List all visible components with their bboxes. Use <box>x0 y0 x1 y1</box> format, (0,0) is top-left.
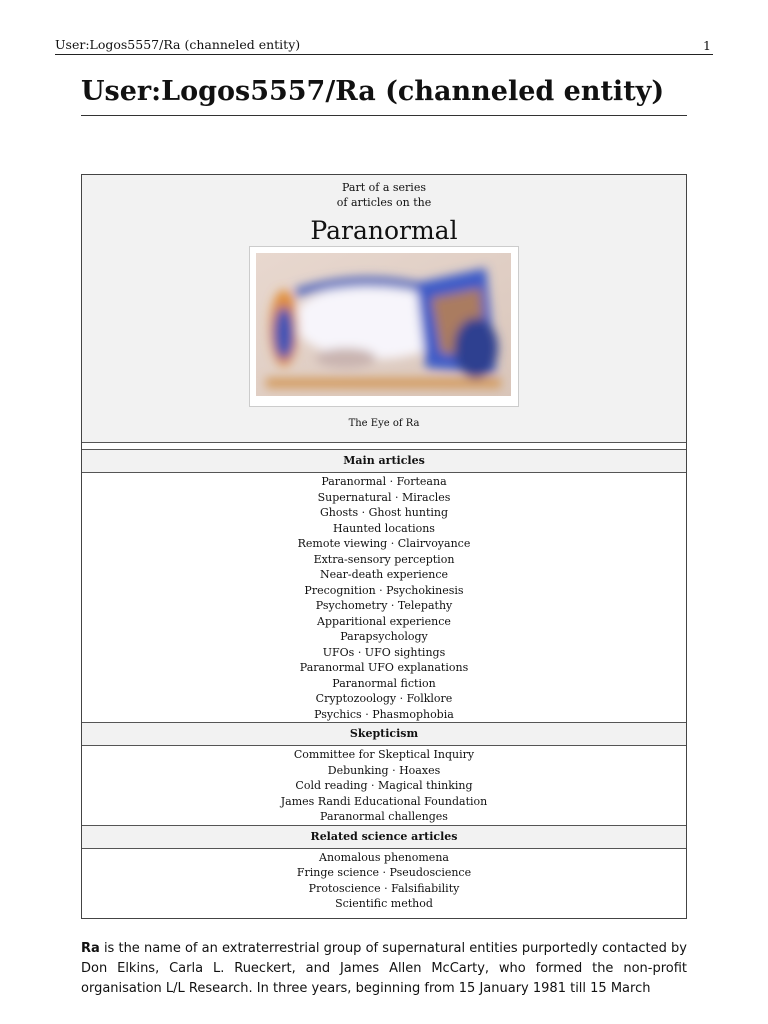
list-item[interactable]: Parapsychology <box>340 630 428 643</box>
list-item[interactable]: Paranormal challenges <box>320 810 448 823</box>
list-item[interactable]: Protoscience · Falsifiability <box>308 881 460 895</box>
lead-text: is the name of an extraterrestrial group of supernatural entities purportedly contacted by Don Elkins, Carla L. Rueckert, and James Allen McCarty, who formed the non-profit organisation L/L Research. In three years, beginning from 15 January 1981 till 15 March <box>81 941 687 996</box>
section-list-main-articles <box>82 473 686 723</box>
running-header-title: User:Logos5557/Ra (channeled entity) <box>55 37 301 52</box>
list-item[interactable]: Ghosts · Ghost hunting <box>319 506 449 519</box>
series-label <box>82 180 686 210</box>
paranormal-series-infobox <box>81 174 687 919</box>
series-line-2: of articles on the <box>336 196 432 209</box>
running-header <box>55 36 713 55</box>
eye-of-ra-image[interactable] <box>256 253 511 396</box>
list-item[interactable]: Apparitional experience <box>317 614 451 628</box>
list-item[interactable]: Extra-sensory perception <box>313 552 455 566</box>
list-item[interactable]: Scientific method <box>335 897 433 910</box>
section-heading-related-science: Related science articles <box>82 826 686 849</box>
list-item[interactable]: James Randi Educational Foundation <box>280 794 488 808</box>
list-item[interactable]: Psychometry · Telepathy <box>315 599 453 612</box>
list-item[interactable]: Remote viewing · Clairvoyance <box>297 537 471 550</box>
list-item[interactable]: UFOs · UFO sightings <box>322 645 446 659</box>
page-number: 1 <box>703 38 711 53</box>
list-item[interactable]: Near-death experience <box>319 568 449 581</box>
infobox-topic[interactable]: Paranormal <box>310 216 458 245</box>
list-item[interactable]: Anomalous phenomena <box>319 850 449 864</box>
image-caption: The Eye of Ra <box>348 418 420 429</box>
list-item[interactable]: Precognition · Psychokinesis <box>304 583 464 597</box>
list-item[interactable]: Cryptozoology · Folklore <box>315 692 453 705</box>
lead-bold-term: Ra <box>81 941 100 956</box>
list-item[interactable]: Haunted locations <box>333 521 435 535</box>
list-item[interactable]: Psychics · Phasmophobia <box>314 707 454 721</box>
section-list-skepticism <box>82 746 686 826</box>
list-item[interactable]: Paranormal UFO explanations <box>299 661 469 674</box>
infobox-header <box>82 175 686 443</box>
section-list-related-science <box>82 849 686 918</box>
series-line-1: Part of a series <box>342 181 426 194</box>
list-item[interactable]: Cold reading · Magical thinking <box>295 779 473 792</box>
page-title: User:Logos5557/Ra (channeled entity) <box>81 74 687 116</box>
section-heading-main-articles: Main articles <box>82 450 686 473</box>
list-item[interactable]: Committee for Skeptical Inquiry <box>293 748 475 761</box>
section-heading-skepticism: Skepticism <box>82 723 686 746</box>
list-item[interactable]: Paranormal · Forteana <box>321 475 447 488</box>
infobox-spacer <box>82 443 686 450</box>
eye-of-ra-image-frame[interactable] <box>249 246 519 407</box>
list-item[interactable]: Paranormal fiction <box>332 676 436 690</box>
list-item[interactable]: Fringe science · Pseudoscience <box>296 866 472 879</box>
list-item[interactable]: Supernatural · Miracles <box>317 490 451 504</box>
list-item[interactable]: Debunking · Hoaxes <box>327 763 441 777</box>
lead-paragraph <box>81 939 687 999</box>
